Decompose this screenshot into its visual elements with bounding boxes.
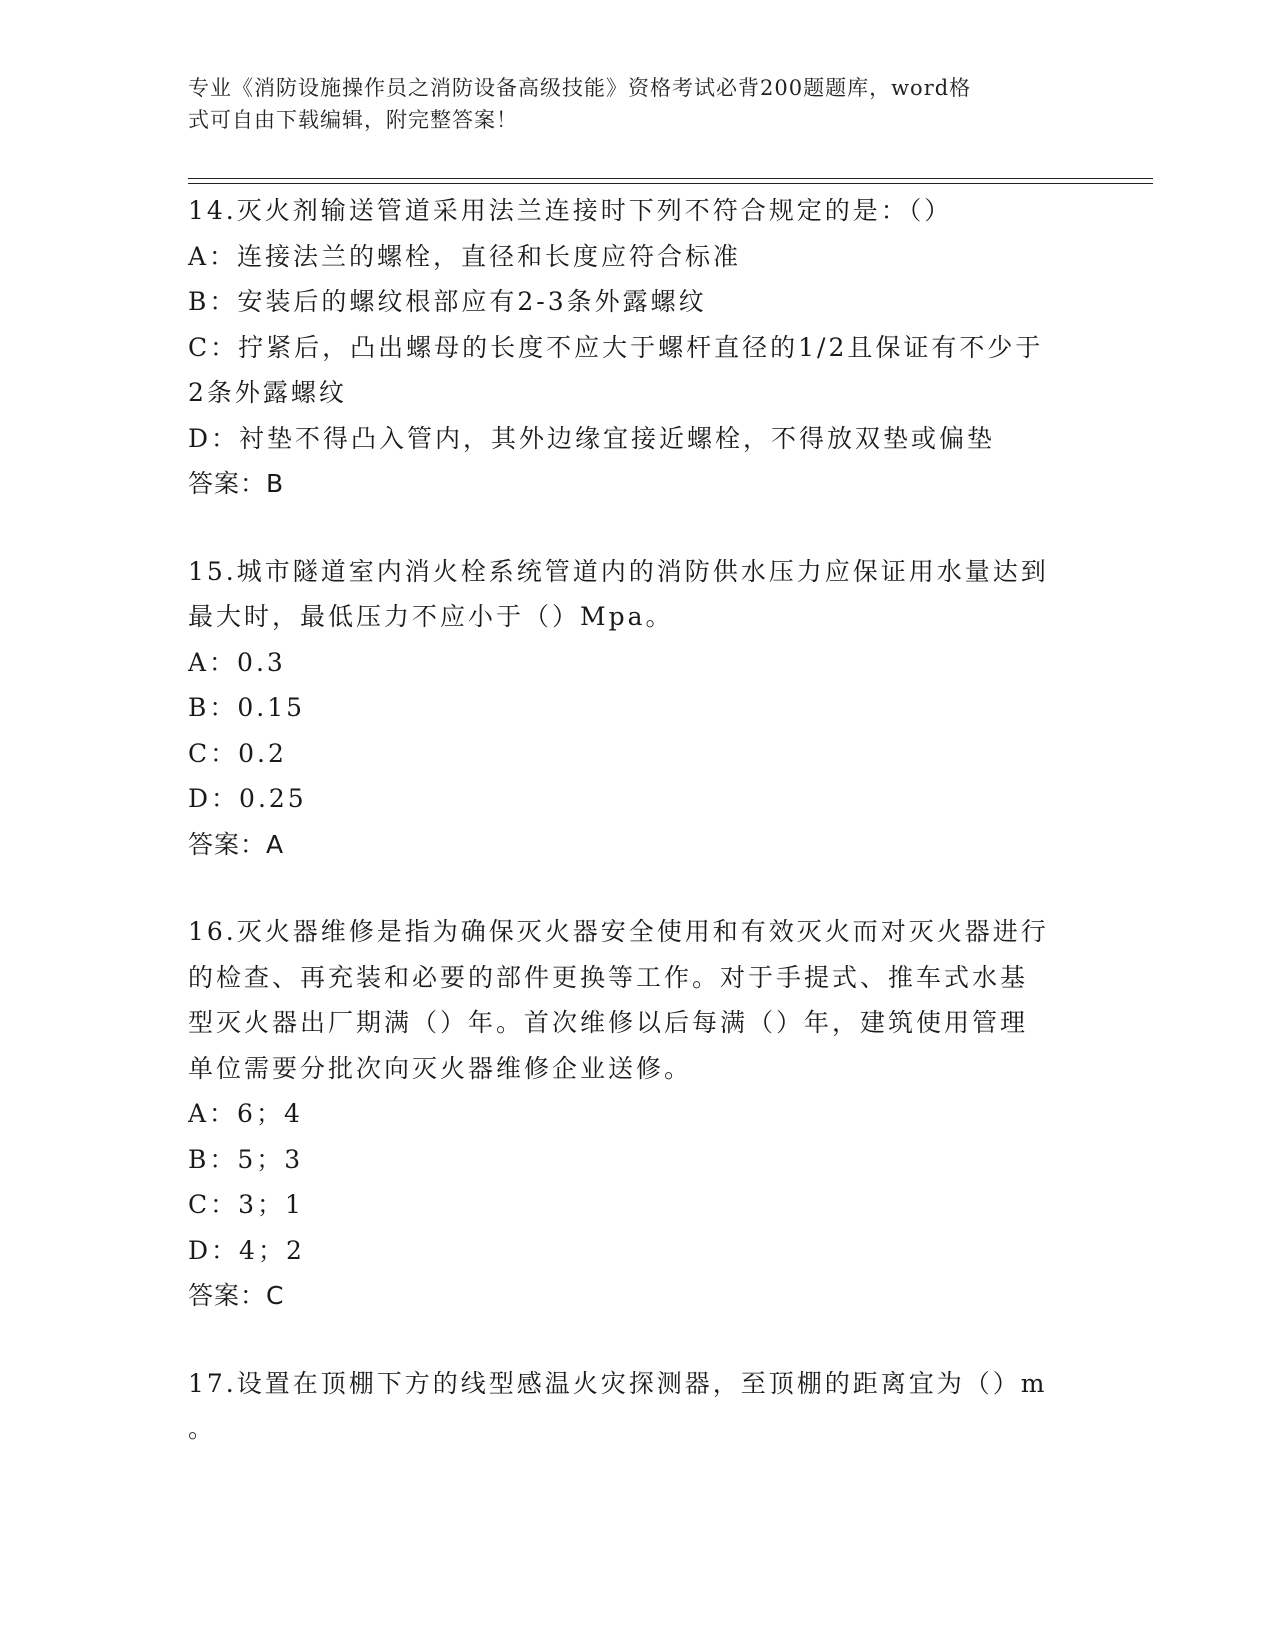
question-16 bbox=[188, 909, 1088, 1319]
option-a: A：6；4 bbox=[188, 1099, 303, 1128]
question-stem: 17.设置在顶棚下方的线型感温火灾探测器，至顶棚的距离宜为（）m bbox=[188, 1368, 1048, 1398]
option-c: C：拧紧后，凸出螺母的长度不应大于螺杆直径的1/2且保证有不少于 bbox=[188, 332, 1044, 362]
question-stem: 14.灭火剂输送管道采用法兰连接时下列不符合规定的是：（） bbox=[188, 196, 953, 225]
question-stem-continued: 单位需要分批次向灭火器维修企业送修。 bbox=[188, 1053, 693, 1083]
option-b: B：安装后的螺纹根部应有2-3条外露螺纹 bbox=[188, 287, 707, 316]
option-b: B：5；3 bbox=[188, 1144, 304, 1174]
option-b: B：0.15 bbox=[188, 693, 306, 722]
option-a: A：0.3 bbox=[188, 647, 286, 677]
option-c: C：3；1 bbox=[188, 1190, 304, 1219]
option-c-continued: 2条外露螺纹 bbox=[188, 378, 347, 407]
answer: 答案：A bbox=[188, 829, 285, 859]
page-header bbox=[188, 72, 1068, 136]
question-15 bbox=[188, 549, 1088, 868]
answer: 答案：B bbox=[188, 469, 285, 498]
option-d: D：4；2 bbox=[188, 1235, 305, 1265]
header-divider bbox=[188, 178, 1153, 184]
answer: 答案：C bbox=[188, 1281, 285, 1310]
option-d: D：0.25 bbox=[188, 784, 307, 813]
header-line-1: 专业《消防设施操作员之消防设备高级技能》资格考试必背200题题库，word格 bbox=[188, 76, 972, 100]
option-a: A：连接法兰的螺栓，直径和长度应符合标准 bbox=[188, 241, 742, 271]
question-stem: 15.城市隧道室内消火栓系统管道内的消防供水压力应保证用水量达到 bbox=[188, 556, 1049, 586]
question-stem-continued: 。 bbox=[188, 1414, 217, 1443]
question-14 bbox=[188, 188, 1088, 507]
question-stem-continued: 型灭火器出厂期满（）年。首次维修以后每满（）年，建筑使用管理 bbox=[188, 1008, 1029, 1037]
option-c: C：0.2 bbox=[188, 738, 287, 768]
question-list bbox=[188, 188, 1088, 1494]
question-17 bbox=[188, 1361, 1088, 1452]
question-stem-continued: 的检查、再充装和必要的部件更换等工作。对于手提式、推车式水基 bbox=[188, 962, 1029, 992]
question-stem: 16.灭火器维修是指为确保灭火器安全使用和有效灭火而对灭火器进行 bbox=[188, 917, 1049, 946]
option-d: D：衬垫不得凸入管内，其外边缘宜接近螺栓，不得放双垫或偏垫 bbox=[188, 423, 996, 453]
header-line-2: 式可自由下载编辑，附完整答案！ bbox=[188, 108, 518, 132]
question-stem-continued: 最大时，最低压力不应小于（）Mpa。 bbox=[188, 602, 674, 631]
